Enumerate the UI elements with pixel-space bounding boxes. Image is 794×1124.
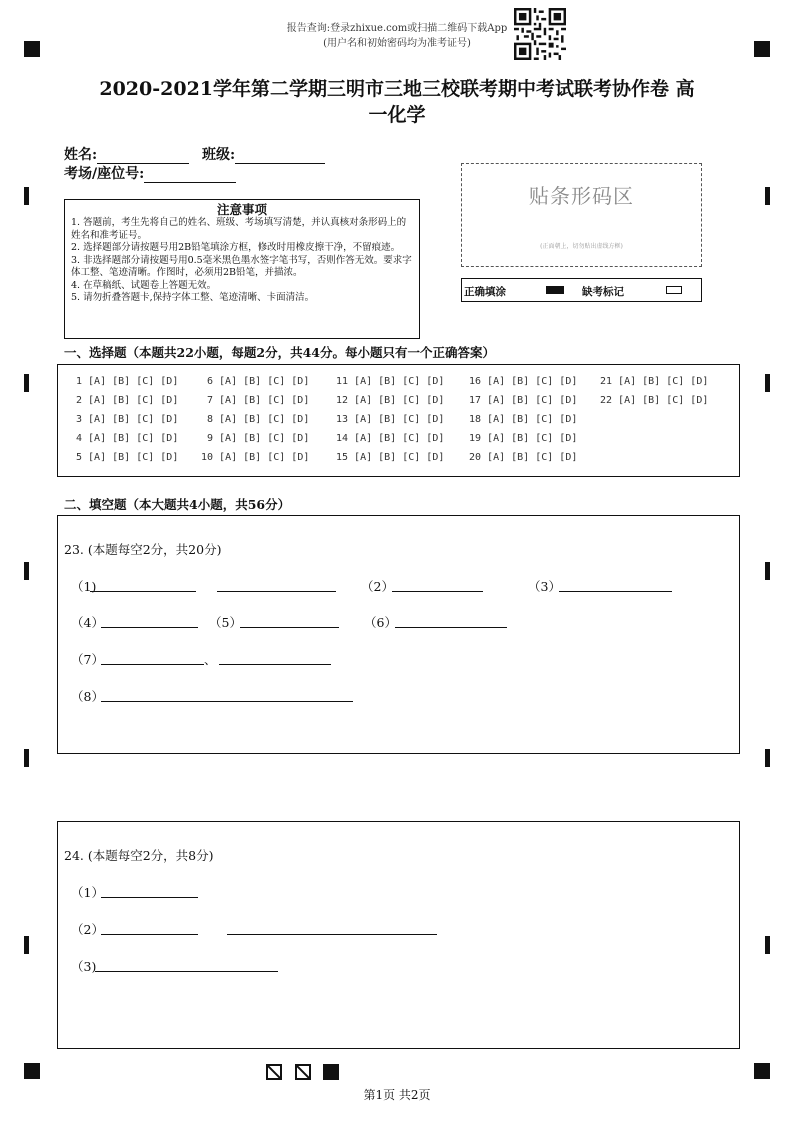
mc-item[interactable]: 1 [A] [B] [C] [D]	[76, 376, 179, 387]
notice-item: 4. 在草稿纸、试题卷上答题无效。	[71, 279, 217, 291]
timing-bar	[765, 562, 770, 580]
blank-label: （4）	[71, 615, 104, 630]
name-label: 姓名:	[64, 147, 98, 163]
blank-label: （3)	[71, 959, 97, 974]
absent-mark-box[interactable]	[666, 286, 682, 294]
answer-blank[interactable]	[219, 664, 331, 665]
mc-item[interactable]: 18 [A] [B] [C] [D]	[469, 414, 578, 425]
seat-field[interactable]	[64, 163, 236, 183]
timing-bar	[765, 374, 770, 392]
mc-item[interactable]: 2 [A] [B] [C] [D]	[76, 395, 179, 406]
blank-label: （5）	[209, 615, 242, 630]
timing-bar	[24, 374, 29, 392]
correct-fill-swatch	[546, 286, 564, 294]
mc-item[interactable]: 8 [A] [B] [C] [D]	[207, 414, 310, 425]
mc-item[interactable]: 3 [A] [B] [C] [D]	[76, 414, 179, 425]
timing-bar	[765, 936, 770, 954]
notice-item: 5. 请勿折叠答题卡,保持字体工整、笔迹清晰、卡面清洁。	[71, 292, 315, 303]
mc-item[interactable]: 17 [A] [B] [C] [D]	[469, 395, 578, 406]
exam-title	[60, 76, 734, 128]
mc-item[interactable]: 16 [A] [B] [C] [D]	[469, 376, 578, 387]
section2-title: 二、填空题（本大题共4小题，共56分）	[64, 497, 291, 512]
answer-blank[interactable]	[392, 591, 483, 592]
mc-item[interactable]: 7 [A] [B] [C] [D]	[207, 395, 310, 406]
timing-bar	[24, 936, 29, 954]
timing-bar	[24, 749, 29, 767]
answer-blank[interactable]	[559, 591, 672, 592]
answer-blank[interactable]	[101, 897, 198, 898]
corner-mark-bottom-right	[754, 1063, 770, 1079]
corner-mark-bottom-left	[24, 1063, 40, 1079]
timing-bar	[765, 749, 770, 767]
blank-label: （7）	[71, 652, 104, 667]
name-blank[interactable]	[97, 149, 189, 164]
class-field[interactable]	[202, 144, 325, 164]
barcode-area-note: (正面朝上，切勿贴出虚线方框)	[540, 243, 623, 250]
blank-label: （3）	[528, 579, 561, 594]
mc-item[interactable]: 11 [A] [B] [C] [D]	[336, 376, 445, 387]
class-label: 班级:	[202, 147, 236, 163]
mc-item[interactable]: 22 [A] [B] [C] [D]	[600, 395, 709, 406]
mc-item[interactable]: 6 [A] [B] [C] [D]	[207, 376, 310, 387]
class-blank[interactable]	[235, 149, 325, 164]
exam-title-line2: 一化学	[368, 104, 426, 126]
question-23-heading: 23. (本题每空2分，共20分)	[64, 542, 222, 557]
question-24-box	[57, 821, 740, 1049]
qr-code-icon[interactable]	[514, 8, 566, 60]
exam-title-line1: 2020-2021学年第二学期三明市三地三校联考期中考试联考协作卷 高	[99, 78, 695, 100]
barcode-area-title: 贴条形码区	[529, 184, 634, 208]
credential-note: (用户名和初始密码均为准考证号)	[323, 38, 471, 49]
mc-item[interactable]: 20 [A] [B] [C] [D]	[469, 452, 578, 463]
blank-label: （8）	[71, 689, 104, 704]
mc-item[interactable]: 10 [A] [B] [C] [D]	[201, 452, 310, 463]
mc-item[interactable]: 4 [A] [B] [C] [D]	[76, 433, 179, 444]
section1-title: 一、选择题（本题共22小题，每题2分，共44分。每小题只有一个正确答案）	[64, 345, 495, 360]
timing-bar	[24, 562, 29, 580]
page-marker-filled	[323, 1064, 339, 1080]
answer-blank[interactable]	[217, 591, 336, 592]
answer-blank[interactable]	[395, 627, 507, 628]
timing-bar	[765, 187, 770, 205]
blank-label: （2）	[361, 579, 394, 594]
question-24-heading: 24. (本题每空2分，共8分)	[64, 848, 214, 863]
answer-blank[interactable]	[95, 971, 278, 972]
answer-blank[interactable]	[101, 627, 198, 628]
seat-blank[interactable]	[144, 168, 236, 183]
mc-item[interactable]: 9 [A] [B] [C] [D]	[207, 433, 310, 444]
answer-blank[interactable]	[227, 934, 437, 935]
blank-label: （1)	[71, 579, 97, 594]
seat-label: 考场/座位号:	[64, 166, 145, 182]
fill-legend	[461, 278, 702, 302]
mc-item[interactable]: 12 [A] [B] [C] [D]	[336, 395, 445, 406]
blank-label: （2）	[71, 922, 104, 937]
blank-label: （6）	[364, 615, 397, 630]
blank-label: （1）	[71, 885, 104, 900]
multiple-choice-grid	[57, 364, 740, 477]
name-field[interactable]	[64, 144, 189, 164]
barcode-area[interactable]	[461, 163, 702, 267]
mc-item[interactable]: 14 [A] [B] [C] [D]	[336, 433, 445, 444]
page-number: 第1页 共2页	[363, 1088, 431, 1102]
report-query-note: 报告查询:登录zhixue.com或扫描二维码下载App	[286, 23, 508, 34]
mc-item[interactable]: 13 [A] [B] [C] [D]	[336, 414, 445, 425]
correct-fill-label: 正确填涂	[464, 286, 506, 298]
notice-item: 3. 非选择题部分请按题号用0.5毫米黑色墨水签字笔书写，否则作答无效。要求字体工整、笔迹清晰。作图时，必须用2B铅笔，并描浓。	[71, 254, 412, 278]
answer-blank[interactable]	[101, 934, 198, 935]
notice-box	[64, 199, 420, 339]
mc-item[interactable]: 21 [A] [B] [C] [D]	[600, 376, 709, 387]
page-marker-slashed	[266, 1064, 282, 1080]
notice-item: 2. 选择题部分请按题号用2B铅笔填涂方框，修改时用橡皮擦干净，不留痕迹。	[71, 242, 401, 253]
blank-separator: 、	[204, 652, 217, 667]
answer-blank[interactable]	[90, 591, 196, 592]
notice-heading: 注意事项	[216, 202, 267, 217]
notice-item: 1. 答题前，考生先将自己的姓名、班级、考场填写清楚，并认真核对条形码上的姓名和准考证号。	[71, 217, 407, 241]
answer-blank[interactable]	[240, 627, 339, 628]
question-23-box	[57, 515, 740, 754]
answer-blank[interactable]	[101, 664, 204, 665]
mc-item[interactable]: 5 [A] [B] [C] [D]	[76, 452, 179, 463]
absent-mark-label: 缺考标记	[582, 286, 624, 298]
page-marker-slashed	[295, 1064, 311, 1080]
mc-item[interactable]: 19 [A] [B] [C] [D]	[469, 433, 578, 444]
mc-item[interactable]: 15 [A] [B] [C] [D]	[336, 452, 445, 463]
answer-blank[interactable]	[101, 701, 353, 702]
timing-bar	[24, 187, 29, 205]
